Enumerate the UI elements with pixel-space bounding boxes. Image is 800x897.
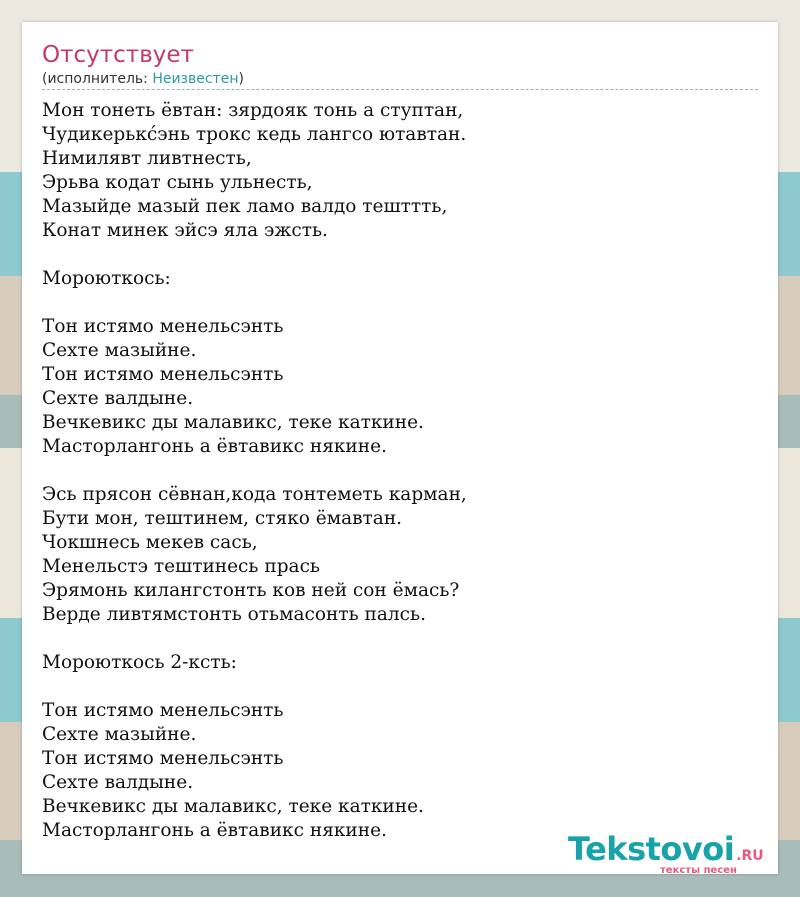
lyrics-line: Эрямонь килангстонть ков ней сон ёмась?: [42, 580, 460, 601]
logo-name: Tekstovoi: [568, 830, 735, 868]
lyrics-line: Вечкевикс ды малавикс, теке каткине.: [42, 796, 424, 817]
site-logo[interactable]: [568, 830, 773, 874]
lyrics-line: Масторлангонь а ёвтавикс някине.: [42, 436, 387, 457]
lyrics-line: [42, 459, 467, 483]
logo-tagline: тексты песен: [660, 865, 737, 874]
lyrics-line: Эсь прясон сёвнан,кода тонтеметь карман,: [42, 484, 467, 505]
lyrics-line: Сехте валдыне.: [42, 772, 194, 793]
lyrics-line: [42, 675, 467, 699]
lyrics-card: [22, 22, 778, 874]
lyrics-line: Конат минек эйсэ яла эжсть.: [42, 220, 328, 241]
artist-link[interactable]: Неизвестен: [152, 71, 239, 87]
lyrics-line: Мороюткось 2-ксть:: [42, 652, 237, 673]
lyrics-line: Мороюткось:: [42, 268, 171, 289]
song-title: Отсутствует: [42, 42, 194, 68]
lyrics-text: [42, 99, 467, 843]
lyrics-line: Вечкевикс ды малавикс, теке каткине.: [42, 412, 424, 433]
lyrics-line: Тон истямо менельсэнть: [42, 364, 284, 385]
lyrics-line: Сехте мазыйне.: [42, 724, 197, 745]
lyrics-line: Масторлангонь а ёвтавикс някине.: [42, 820, 387, 841]
logo-domain: .RU: [736, 848, 764, 864]
lyrics-line: [42, 627, 467, 651]
lyrics-line: Тон истямо менельсэнть: [42, 748, 284, 769]
lyrics-line: Бути мон, тештинем, стяко ёмавтан.: [42, 508, 403, 529]
lyrics-line: Чокшнесь мекев сась,: [42, 532, 258, 553]
lyrics-line: Менельстэ тештинесь прась: [42, 556, 321, 577]
lyrics-line: Верде ливтямстонть отьмасонть палсь.: [42, 604, 426, 625]
artist-line: [42, 71, 244, 87]
lyrics-line: Сехте валдыне.: [42, 388, 194, 409]
lyrics-line: Мон тонеть ёвтан: зярдояк тонь а ступтан,: [42, 100, 464, 121]
divider: [42, 89, 758, 90]
artist-prefix: (исполнитель:: [42, 71, 153, 87]
lyrics-line: Нимилявт ливтнесть,: [42, 148, 252, 169]
artist-suffix: ): [238, 71, 244, 87]
lyrics-line: Чудикерькс́энь трокс кедь лангсо ютавтан.: [42, 124, 467, 145]
lyrics-line: Сехте мазыйне.: [42, 340, 197, 361]
lyrics-line: Тон истямо менельсэнть: [42, 700, 284, 721]
lyrics-line: [42, 243, 467, 267]
lyrics-line: [42, 291, 467, 315]
lyrics-line: Тон истямо менельсэнть: [42, 316, 284, 337]
lyrics-line: Эрьва кодат сынь ульнесть,: [42, 172, 313, 193]
lyrics-line: Мазыйде мазый пек ламо валдо тешттть,: [42, 196, 448, 217]
